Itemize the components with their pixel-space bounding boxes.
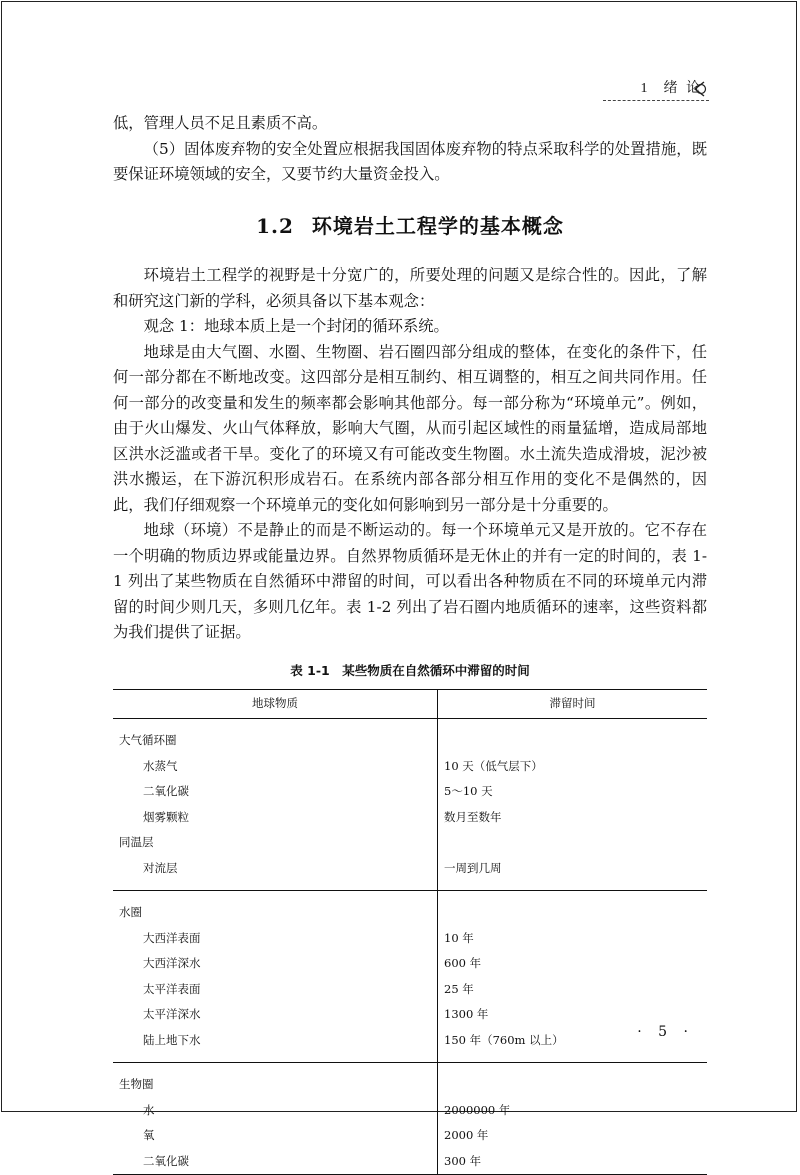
table-row: [113, 926, 707, 952]
group-title: 水圈: [113, 900, 438, 926]
time-cell: 5～10 天: [444, 784, 493, 798]
time-cell: 300 年: [438, 1149, 708, 1175]
table-row: [113, 779, 707, 805]
page-number: · 5 ·: [637, 1024, 694, 1040]
table-row: [113, 754, 707, 780]
paragraph-intro: 环境岩土工程学的视野是十分宽广的，所要处理的问题又是综合性的。因此，了解和研究这门新的学科，必须具备以下基本观念：: [113, 266, 707, 310]
residence-time-table: [113, 689, 707, 1175]
time-cell: 一周到几周: [444, 860, 502, 875]
table-row: [113, 977, 707, 1003]
table-row: [113, 1098, 707, 1124]
material-cell: 氧: [113, 1123, 438, 1149]
material-cell: 大西洋深水: [113, 951, 438, 977]
time-cell: 1300 年: [444, 1007, 489, 1021]
paragraph-earth-motion: 地球（环境）不是静止的而是不断运动的。每一个环境单元又是开放的。它不存在一个明确的物质边界或能量边界。自然界物质循环是无休止的并有一定的时间的，表 1-1 列出了某些物质在自然循环中滞留的时间，可以看出各种物质在不同的环境单元内滞留的时间少则几天，多则几亿年。表 1-2 列出了岩石圈内地质循环的速率，这些资料都为我们提供了证据。: [113, 521, 707, 641]
section-title: 环境岩土工程学的基本概念: [311, 213, 564, 238]
material-cell: 太平洋表面: [113, 977, 438, 1003]
time-cell: 25 年: [444, 981, 474, 996]
table-group-row: [113, 900, 707, 926]
paragraph-continued: 低，管理人员不足且素质不高。: [113, 114, 328, 132]
material-cell: 对流层: [113, 856, 438, 882]
time-cell: 2000 年: [444, 1128, 489, 1142]
table-row: [113, 1002, 707, 1028]
group-title: 生物圈: [113, 1072, 438, 1098]
time-cell: 数月至数年: [444, 809, 502, 824]
paragraph-concept-1: 观念 1：地球本质上是一个封闭的循环系统。: [143, 317, 449, 335]
table-row: [113, 1123, 707, 1149]
table-group-row: [113, 1072, 707, 1098]
time-cell: 2000000 年: [444, 1102, 511, 1117]
paragraph-item-5: （5）固体废弃物的安全处置应根据我国固体废弃物的特点采取科学的处置措施，既要保证环境领域的安全，又要节约大量资金投入。: [113, 139, 707, 183]
table-row: [113, 805, 707, 831]
header-material: 地球物质: [113, 690, 438, 719]
section-number: 1.2: [256, 213, 294, 238]
material-cell: 水蒸气: [113, 754, 438, 780]
running-head-rule: [603, 100, 709, 101]
chapter-title: 绪 论: [663, 80, 702, 96]
group-title: 同温层: [113, 830, 438, 856]
material-cell: 水: [113, 1098, 438, 1124]
section-heading: [113, 214, 707, 240]
table-caption: 表 1-1 某些物质在自然循环中滞留的时间: [290, 662, 530, 678]
table-row: [113, 1028, 707, 1054]
table-header-row: [113, 690, 707, 719]
page-body: [113, 111, 707, 1175]
time-cell: 10 天（低气层下）: [444, 758, 543, 773]
material-cell: 大西洋表面: [113, 926, 438, 952]
table-row: [113, 856, 707, 882]
time-cell: 600 年: [444, 956, 482, 970]
table-row: [113, 951, 707, 977]
chapter-number: 1: [640, 81, 650, 96]
group-title: 大气循环圈: [113, 728, 438, 754]
table-group-row: [113, 830, 707, 856]
material-cell: 二氧化碳: [113, 1149, 438, 1175]
paragraph-earth-system: 地球是由大气圈、水圈、生物圈、岩石圈四部分组成的整体，在变化的条件下，任何一部分都在不断地改变。这四部分是相互制约、相互调整的，相互之间共同作用。任何一部分的改变量和发生的频率都会影响其他部分。每一部分称为“环境单元”。例如，由于火山爆发、火山气体释放，影响大气圈，从而引起区域性的雨量猛增，造成局部地区洪水泛滥或者干旱。变化了的环境又有可能改变生物圈。水土流失造成滑坡，泥沙被洪水搬运，在下游沉积形成岩石。在系统内部各部分相互作用的变化不是偶然的，因此，我们仔细观察一个环境单元的变化如何影响到另一部分是十分重要的。: [113, 342, 707, 514]
table-group-row: [113, 728, 707, 754]
material-cell: 太平洋深水: [113, 1002, 438, 1028]
time-cell: 150 年（760m 以上）: [444, 1032, 564, 1047]
time-cell: 10 年: [444, 930, 474, 945]
material-cell: 二氧化碳: [113, 779, 438, 805]
table-row: [113, 1149, 707, 1175]
material-cell: 陆上地下水: [113, 1028, 438, 1054]
header-residence-time: 滞留时间: [438, 690, 708, 719]
material-cell: 烟雾颗粒: [113, 805, 438, 831]
chapter-arrow-icon: [690, 79, 708, 99]
